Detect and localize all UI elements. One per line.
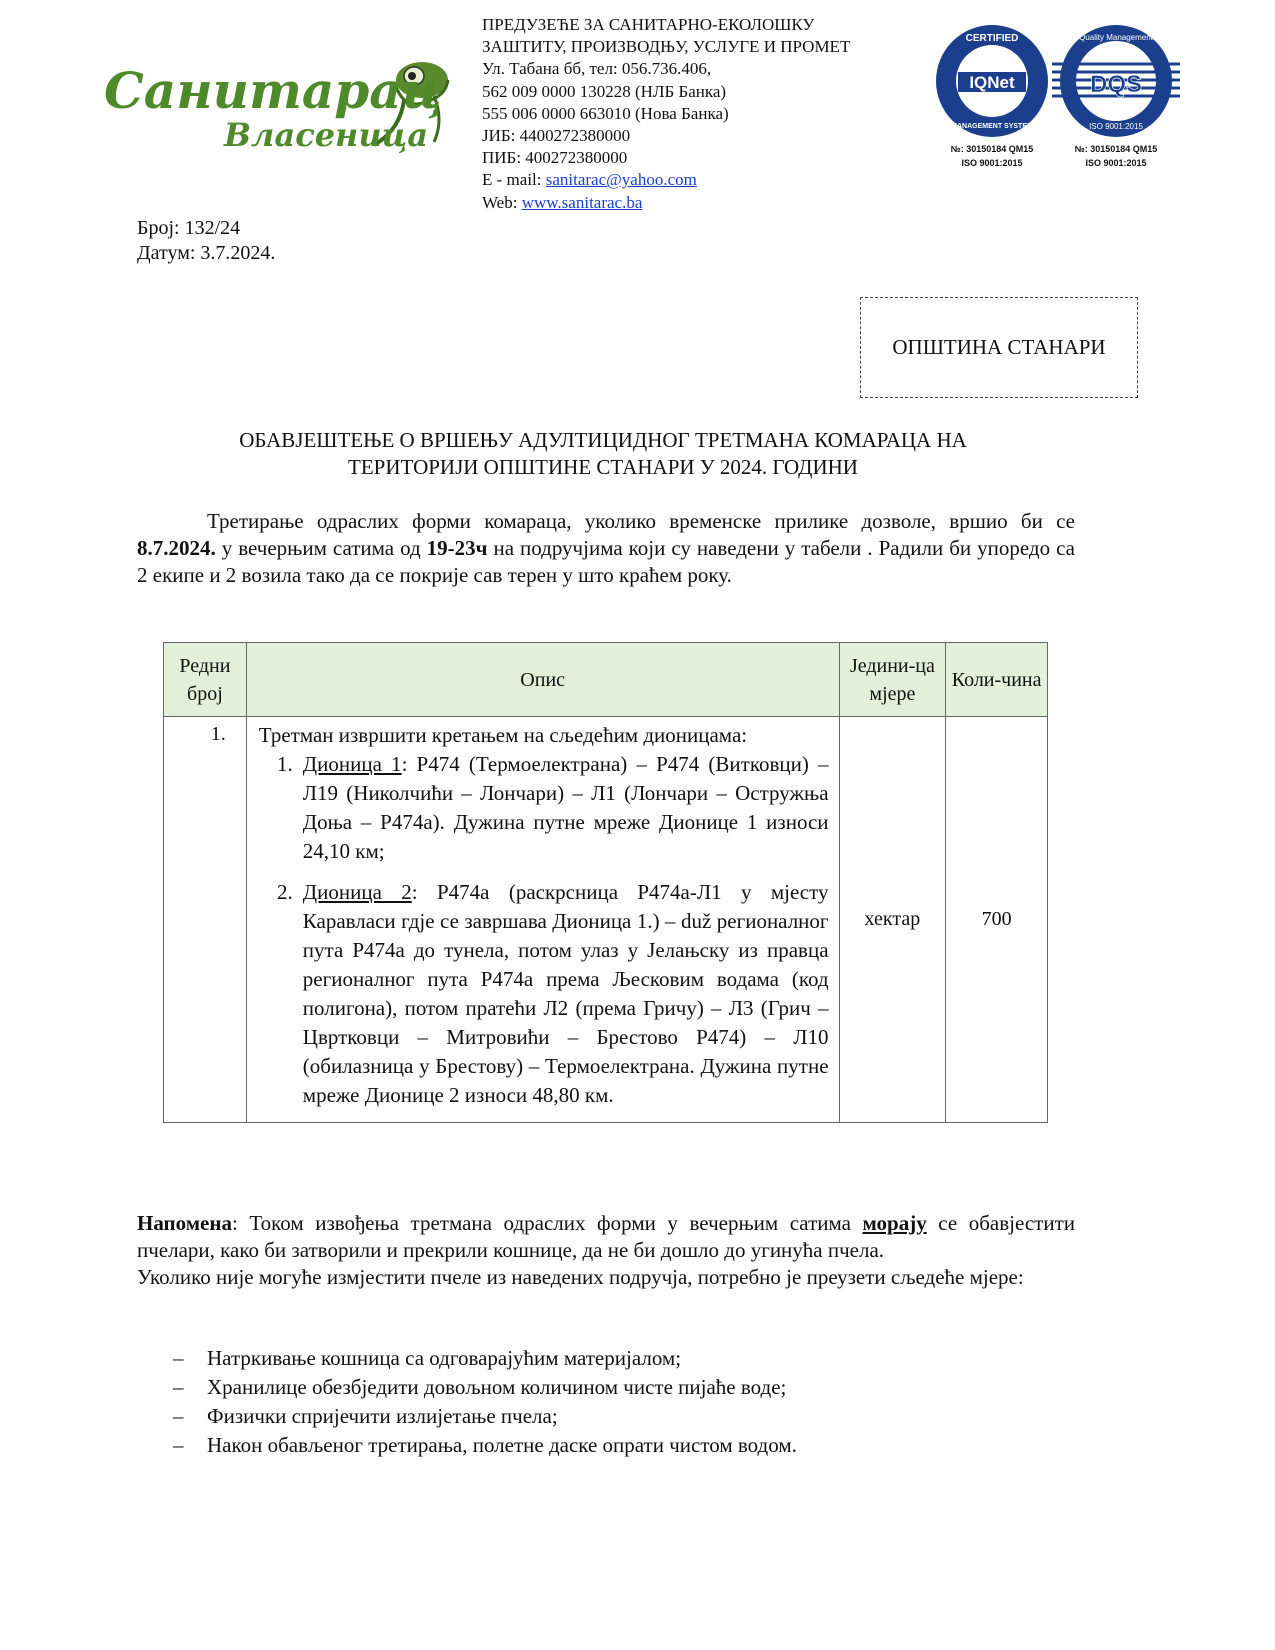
dqs-quality-icon (1052, 22, 1180, 140)
note-emphasis: морају (862, 1211, 927, 1235)
row-quantity: 700 (946, 717, 1048, 1123)
row-description (246, 717, 839, 1123)
treatment-table (163, 642, 1048, 1123)
web-link[interactable]: www.sanitarac.ba (521, 192, 643, 212)
pib-number: ПИБ: 400272380000 (482, 148, 628, 168)
document-number: Број: 132/24 (137, 217, 241, 239)
iqnet-certified-icon (933, 22, 1051, 140)
cert-caption: ISO 9001:2015 (961, 158, 1023, 168)
web-row: Web: www.sanitarac.ba (482, 192, 643, 212)
section-item: 1. Дионица 1: Р474 (Термоелектрана) – Р474 (Витковци) – Л19 (Николчићи – Лончари) – Л1 (Лончари – Остружња Доња – Р474а). Дужина путне мреже Дионице 1 износи 24,10 км; (277, 752, 829, 863)
list-item: – Након обављеног третирања, полетне даске опрати чистом водом. (173, 1433, 797, 1457)
svg-text:MANAGEMENT SYSTEM: MANAGEMENT SYSTEM (951, 123, 1033, 130)
table-row (164, 717, 1048, 1123)
iqnet-cert-badge (928, 22, 1056, 168)
header-quantity: Коли-чина (946, 643, 1048, 717)
list-item: – Физички спријечити излијетање пчела; (173, 1404, 558, 1428)
bank-account: 555 006 0000 663010 (Нова Банка) (482, 103, 729, 123)
list-item: – Натркивање кошница са одговарајућим материјалом; (173, 1346, 682, 1370)
treatment-date: 8.7.2024. (137, 536, 216, 560)
company-line: ПРЕДУЗЕЋЕ ЗА САНИТАРНО-ЕКОЛОШКУ (482, 15, 815, 34)
svg-text:IQNet: IQNet (969, 73, 1015, 92)
row-unit: хектар (839, 717, 946, 1123)
recipient-box: ОПШТИНА СТАНАРИ (860, 297, 1138, 398)
section-label: Дионица 2 (302, 880, 412, 904)
company-address: Ул. Табана бб, тел: 056.736.406, (482, 59, 712, 79)
list-item: – Хранилице обезбједити довољном количином чисте пијаће воде; (173, 1375, 787, 1399)
note-second-paragraph: Уколико није могуће измјестити пчеле из наведених подручја, потребно је преузети сљедеће мјере: (137, 1265, 1024, 1289)
cert-caption: №: 30150184 QM15 (1074, 144, 1158, 154)
svg-text:DQS: DQS (1089, 71, 1143, 98)
cert-caption: ISO 9001:2015 (1085, 158, 1147, 168)
section-label: Дионица 1 (302, 752, 402, 776)
intro-paragraph: Третирање одраслих форми комараца, уколико временске прилике дозволе, вршио би се 8.7.2024. у вечерњим сатима од 19-23ч на подручјима који су наведени у табели . Радили би упоредо са 2 екипе и 2 возила тако да се покрије сав терен у што краћем року. (137, 509, 1075, 587)
header-ordinal: Редни број (164, 643, 247, 717)
note-label: Напомена (137, 1211, 232, 1235)
company-info (482, 14, 850, 214)
company-logo (104, 50, 459, 160)
dqs-cert-badge (1052, 22, 1180, 168)
header-description: Опис (246, 643, 839, 717)
section-item: 2. Дионица 2: Р474а (раскрсница Р474а-Л1 у мјесту Каравласи гдје се завршава Дионица 1.) – duž регионалног пута Р474а до тунела, потом улаз у Јелањску из правца регионалног пута Р474а према Љесковим водама (код полигона), потом пратећи Л2 (према Гричу) – Л3 (Грич – Цвртковци – Митровићи – Брестово Р474) – Л10 (обилазница у Брестову) – Термоелектрана. Дужина путне мреже Дионице 2 износи 48,80 км. (277, 880, 829, 1107)
note-paragraph: Напомена: Током извођења третмана одраслих форми у вечерњим сатима морају се обавјестити пчелари, како би затворили и прекрили кошнице, да не би дошло до угинућа пчела. Уколико није могуће измјестити пчеле из наведених подручја, потребно је преузети сљедеће мјере: (137, 1211, 1075, 1289)
email-row: E - mail: sanitarac@yahoo.com (482, 170, 697, 190)
measures-list (137, 1344, 1075, 1460)
email-link[interactable]: sanitarac@yahoo.com (545, 170, 697, 190)
svg-text:CERTIFIED: CERTIFIED (965, 33, 1019, 44)
cert-caption: №: 30150184 QM15 (950, 144, 1034, 154)
svg-text:Quality Management: Quality Management (1079, 33, 1153, 42)
row-number: 1. (164, 717, 247, 1123)
document-title: ОБАВЈЕШТЕЊЕ О ВРШЕЊУ АДУЛТИЦИДНОГ ТРЕТМАНА КОМАРАЦА НА ТЕРИТОРИЈИ ОПШТИНЕ СТАНАРИ У 2024. ГОДИНИ (239, 428, 967, 479)
description-intro: Третман извршити кретањем на сљедећим дионицама: (258, 723, 748, 747)
company-line: ЗАШТИТУ, ПРОИЗВОДЊУ, УСЛУГЕ И ПРОМЕТ (482, 37, 851, 57)
treatment-time: 19-23ч (426, 536, 488, 560)
document-date: Датум: 3.7.2024. (137, 242, 276, 264)
svg-text:ISO 9001:2015: ISO 9001:2015 (1089, 122, 1143, 131)
table-header-row (164, 643, 1048, 717)
document-meta (137, 216, 275, 266)
jib-number: ЈИБ: 4400272380000 (482, 126, 631, 146)
logo-main-text: Санитарац (104, 61, 442, 120)
logo-sub-text: Власеница (224, 116, 429, 154)
bank-account: 562 009 0000 130228 (НЛБ Банка) (482, 81, 727, 101)
header-unit: Једини-ца мјере (839, 643, 946, 717)
